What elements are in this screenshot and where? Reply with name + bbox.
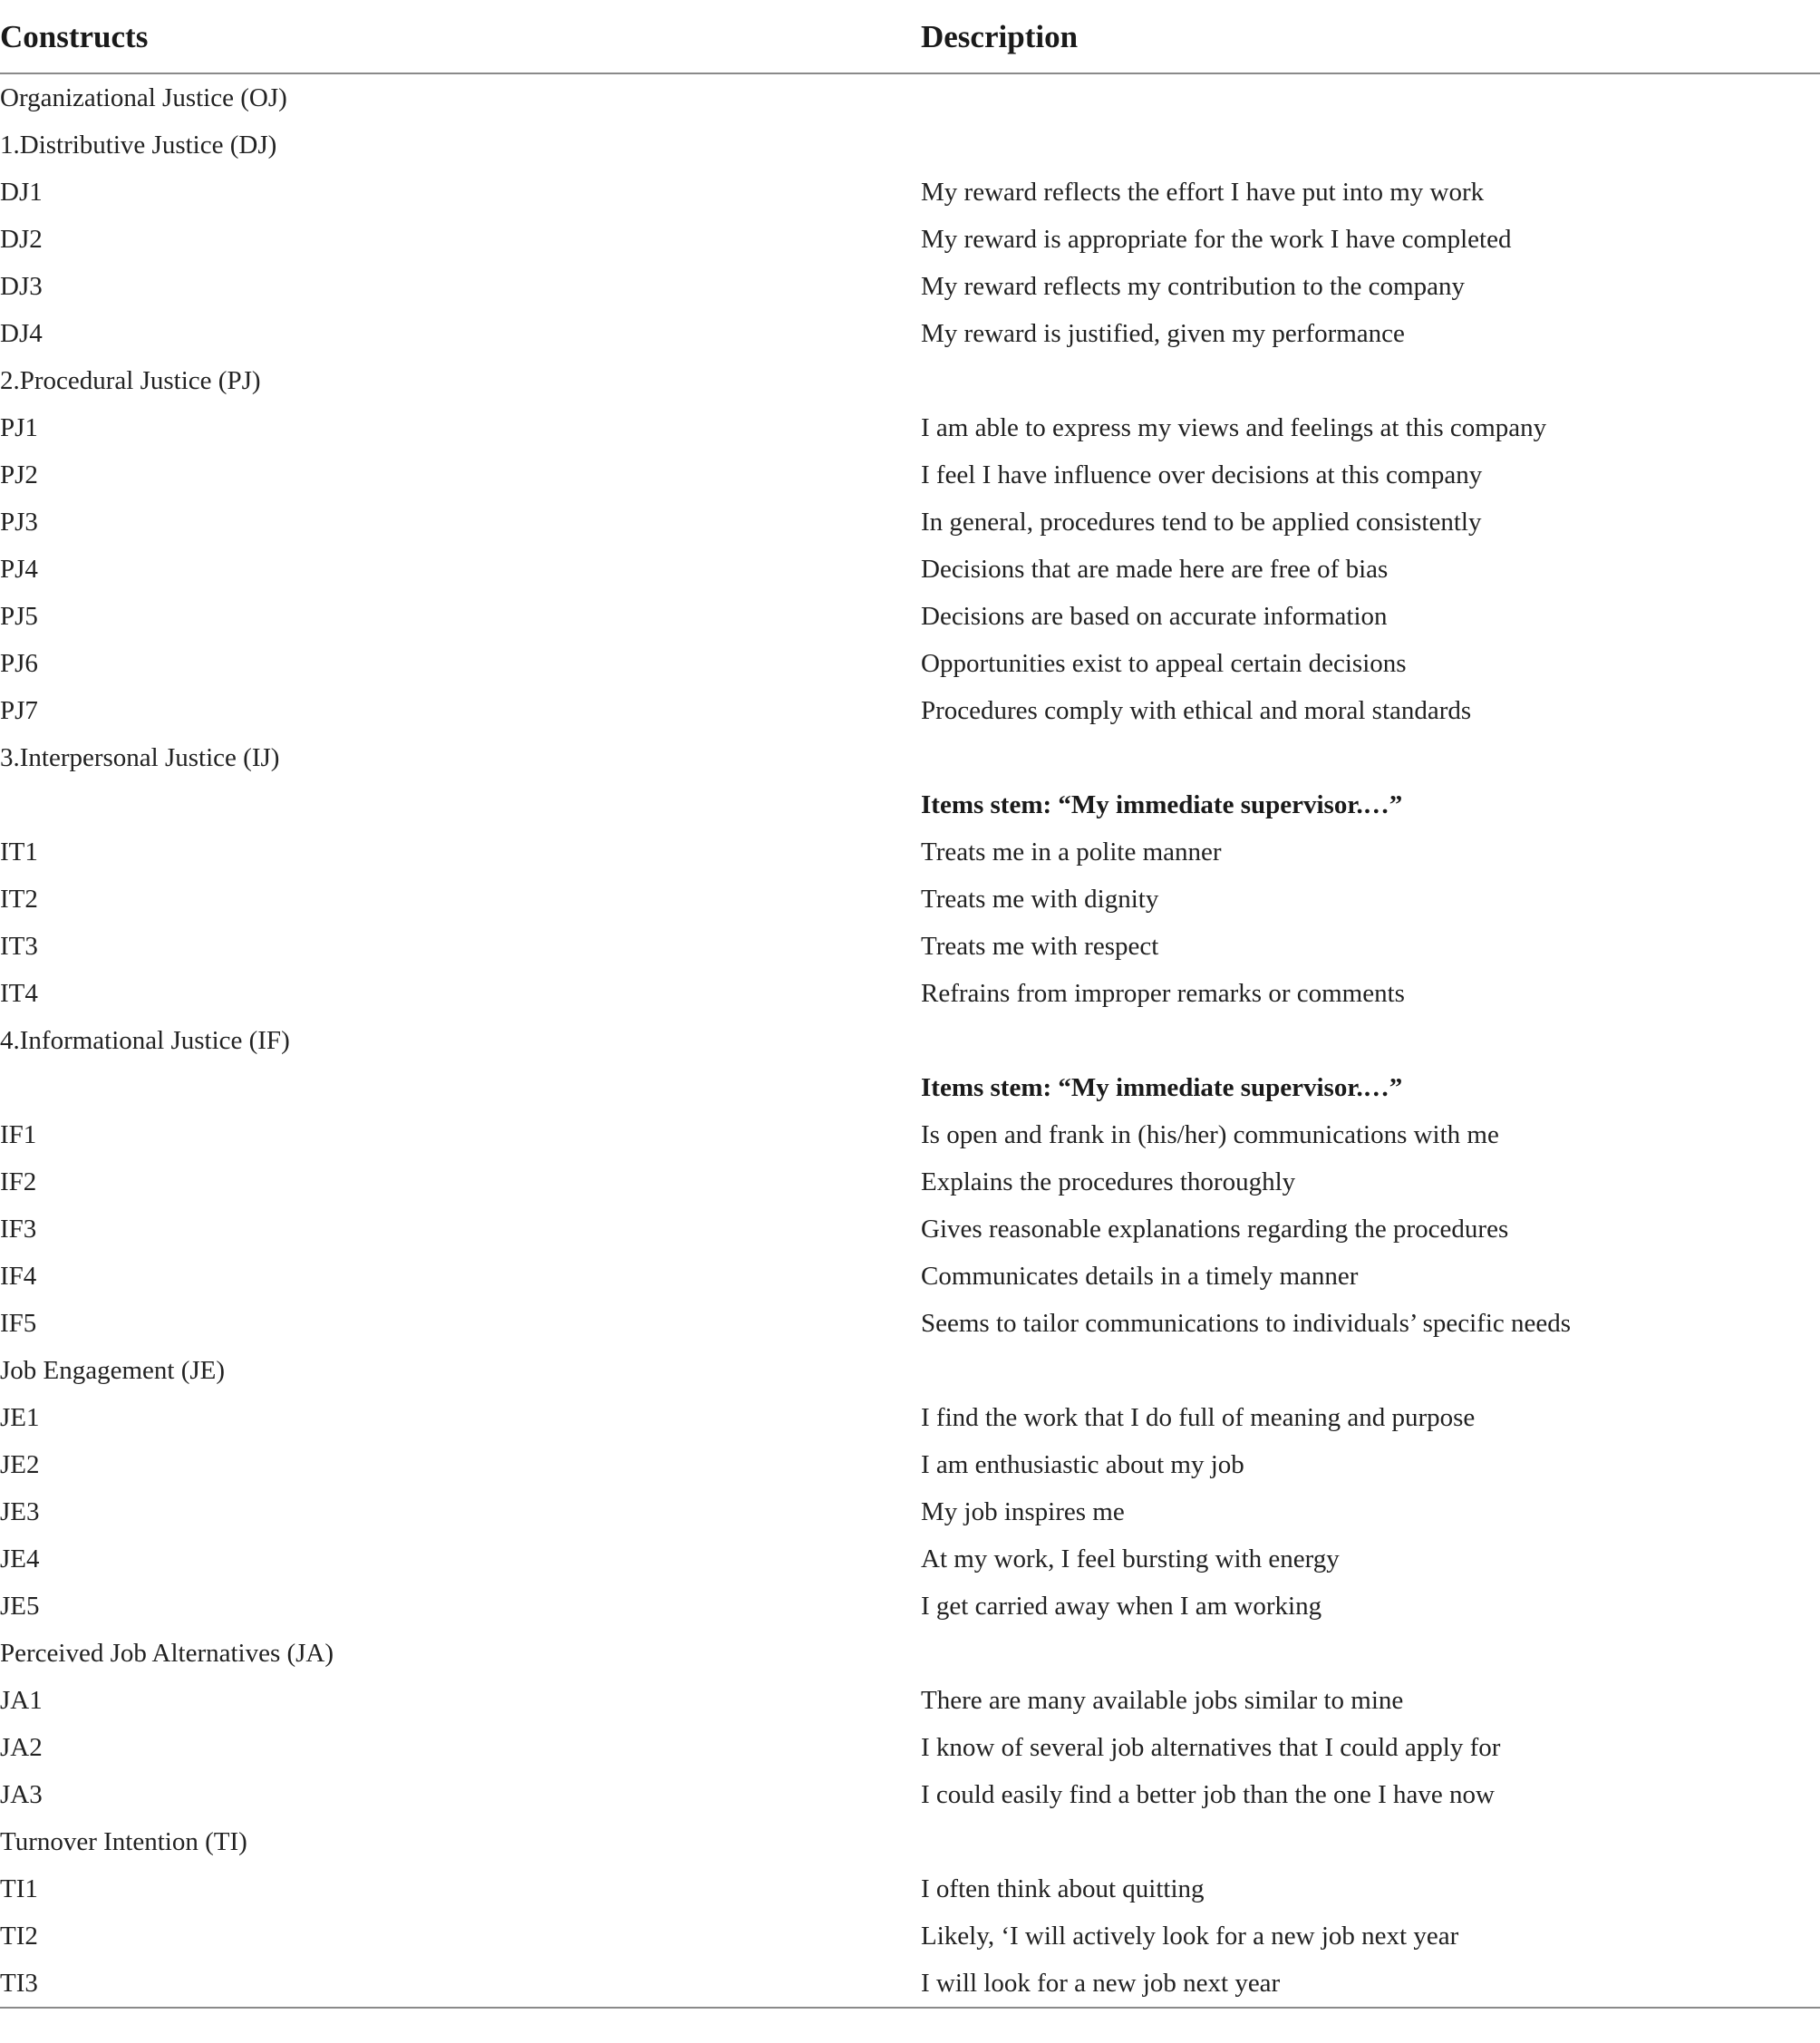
header-description-label: Description <box>921 19 1079 54</box>
table-row <box>0 1158 1820 1205</box>
construct-cell: PJ3 <box>0 507 38 537</box>
description-cell: Procedures comply with ethical and moral standards <box>921 695 1472 725</box>
table-row <box>0 1253 1820 1300</box>
items-stem-cell: Items stem: “My immediate supervisor.…” <box>921 1072 1403 1102</box>
construct-cell: PJ7 <box>0 695 38 725</box>
construct-cell: JA2 <box>0 1732 43 1762</box>
description-cell: Treats me in a polite manner <box>921 837 1222 867</box>
construct-cell: DJ4 <box>0 318 43 348</box>
construct-cell: IF2 <box>0 1167 37 1196</box>
table-row <box>0 1677 1820 1724</box>
description-cell: Is open and frank in (his/her) communications with me <box>921 1119 1499 1149</box>
description-cell: My reward is appropriate for the work I have completed <box>921 224 1512 254</box>
table-row <box>0 640 1820 687</box>
construct-cell: PJ2 <box>0 460 38 489</box>
construct-cell: Turnover Intention (TI) <box>0 1826 247 1856</box>
table-row <box>0 1865 1820 1912</box>
description-cell: I could easily find a better job than the one I have now <box>921 1779 1495 1809</box>
description-cell: At my work, I feel bursting with energy <box>921 1544 1340 1573</box>
table-row <box>0 1535 1820 1583</box>
construct-cell: 2.Procedural Justice (PJ) <box>0 365 261 395</box>
construct-cell: 3.Interpersonal Justice (IJ) <box>0 742 280 772</box>
header-constructs <box>0 0 921 73</box>
table-row <box>0 1488 1820 1535</box>
construct-cell: IT3 <box>0 931 38 961</box>
table-row <box>0 546 1820 593</box>
construct-cell: IT2 <box>0 884 38 914</box>
description-cell <box>921 357 1820 404</box>
construct-cell: Job Engagement (JE) <box>0 1355 226 1385</box>
table-row <box>0 310 1820 357</box>
table-row <box>0 1347 1820 1394</box>
description-cell: Gives reasonable explanations regarding the procedures <box>921 1214 1509 1244</box>
description-cell: I am able to express my views and feelings at this company <box>921 412 1547 442</box>
description-cell: My job inspires me <box>921 1496 1125 1526</box>
table-row <box>0 828 1820 876</box>
table-row <box>0 1771 1820 1818</box>
construct-cell: TI3 <box>0 1960 921 2008</box>
construct-cell: DJ3 <box>0 271 43 301</box>
construct-cell: JE3 <box>0 1496 40 1526</box>
construct-cell: JA1 <box>0 1685 43 1715</box>
construct-cell: Perceived Job Alternatives (JA) <box>0 1638 334 1668</box>
description-cell: I find the work that I do full of meaning and purpose <box>921 1402 1476 1432</box>
table-row <box>0 499 1820 546</box>
description-cell: Seems to tailor communications to individuals’ specific needs <box>921 1308 1572 1338</box>
description-cell: My reward reflects my contribution to the company <box>921 271 1465 301</box>
construct-cell: JE2 <box>0 1449 40 1479</box>
table-row <box>0 1394 1820 1441</box>
construct-cell <box>0 1064 921 1111</box>
description-cell <box>921 1017 1820 1064</box>
table-row <box>0 923 1820 970</box>
description-cell <box>921 1630 1820 1677</box>
table-row <box>0 1724 1820 1771</box>
construct-cell: Organizational Justice (OJ) <box>0 82 287 112</box>
description-cell <box>921 121 1820 169</box>
table-row <box>0 216 1820 263</box>
construct-cell: JE4 <box>0 1544 40 1573</box>
items-stem-cell: Items stem: “My immediate supervisor.…” <box>921 789 1403 819</box>
description-cell <box>921 1347 1820 1394</box>
description-cell: Decisions that are made here are free of bias <box>921 554 1389 584</box>
table-header-row <box>0 0 1820 73</box>
description-cell: I get carried away when I am working <box>921 1591 1322 1621</box>
table-row <box>0 876 1820 923</box>
description-cell: In general, procedures tend to be applied consistently <box>921 507 1482 537</box>
description-cell: Treats me with dignity <box>921 884 1159 914</box>
table-row <box>0 1111 1820 1158</box>
construct-cell: IT1 <box>0 837 38 867</box>
table-row <box>0 357 1820 404</box>
table-row <box>0 1064 1820 1111</box>
table-row <box>0 1583 1820 1630</box>
header-constructs-label: Constructs <box>0 19 149 54</box>
construct-cell: JA3 <box>0 1779 43 1809</box>
description-cell: Refrains from improper remarks or comments <box>921 978 1405 1008</box>
table-row <box>0 781 1820 828</box>
table-row <box>0 1017 1820 1064</box>
header-description <box>921 0 1820 73</box>
construct-cell: DJ1 <box>0 177 43 207</box>
construct-cell: IF4 <box>0 1261 37 1291</box>
table-row <box>0 1205 1820 1253</box>
description-cell: Likely, ‘I will actively look for a new job next year <box>921 1921 1459 1951</box>
construct-cell: TI2 <box>0 1921 38 1951</box>
table-row <box>0 1630 1820 1677</box>
description-cell <box>921 73 1820 121</box>
table-row <box>0 1818 1820 1865</box>
table-row <box>0 404 1820 451</box>
description-cell: Treats me with respect <box>921 931 1159 961</box>
description-cell: Explains the procedures thoroughly <box>921 1167 1296 1196</box>
description-cell: I know of several job alternatives that I could apply for <box>921 1732 1501 1762</box>
description-cell: I am enthusiastic about my job <box>921 1449 1244 1479</box>
description-cell: My reward reflects the effort I have put into my work <box>921 177 1485 207</box>
construct-cell: PJ4 <box>0 554 38 584</box>
construct-cell: IF5 <box>0 1308 37 1338</box>
table-row <box>0 1441 1820 1488</box>
description-cell: I often think about quitting <box>921 1874 1205 1903</box>
table-row <box>0 1960 1820 2008</box>
table-row <box>0 734 1820 781</box>
description-cell: Opportunities exist to appeal certain decisions <box>921 648 1407 678</box>
table-row <box>0 73 1820 121</box>
description-cell: My reward is justified, given my performance <box>921 318 1405 348</box>
construct-cell: IT4 <box>0 978 38 1008</box>
construct-cell: IF3 <box>0 1214 37 1244</box>
table-row <box>0 1912 1820 1960</box>
description-cell <box>921 734 1820 781</box>
table-row <box>0 121 1820 169</box>
description-cell <box>921 1818 1820 1865</box>
table-row <box>0 1300 1820 1347</box>
construct-cell <box>0 781 921 828</box>
construct-cell: JE5 <box>0 1591 40 1621</box>
description-cell: There are many available jobs similar to mine <box>921 1685 1404 1715</box>
description-cell: Decisions are based on accurate information <box>921 601 1388 631</box>
table-row <box>0 687 1820 734</box>
construct-cell: JE1 <box>0 1402 40 1432</box>
table-row <box>0 169 1820 216</box>
construct-cell: 4.Informational Justice (IF) <box>0 1025 290 1055</box>
table-row <box>0 593 1820 640</box>
construct-cell: TI1 <box>0 1874 38 1903</box>
table-row <box>0 970 1820 1017</box>
construct-cell: 1.Distributive Justice (DJ) <box>0 130 277 160</box>
description-cell: I will look for a new job next year <box>921 1960 1820 2008</box>
construct-cell: PJ5 <box>0 601 38 631</box>
description-cell: Communicates details in a timely manner <box>921 1261 1359 1291</box>
description-cell: I feel I have influence over decisions at this company <box>921 460 1483 489</box>
construct-cell: DJ2 <box>0 224 43 254</box>
table-body <box>0 73 1820 2008</box>
construct-cell: IF1 <box>0 1119 37 1149</box>
table-row <box>0 263 1820 310</box>
construct-cell: PJ6 <box>0 648 38 678</box>
table-row <box>0 451 1820 499</box>
construct-cell: PJ1 <box>0 412 38 442</box>
